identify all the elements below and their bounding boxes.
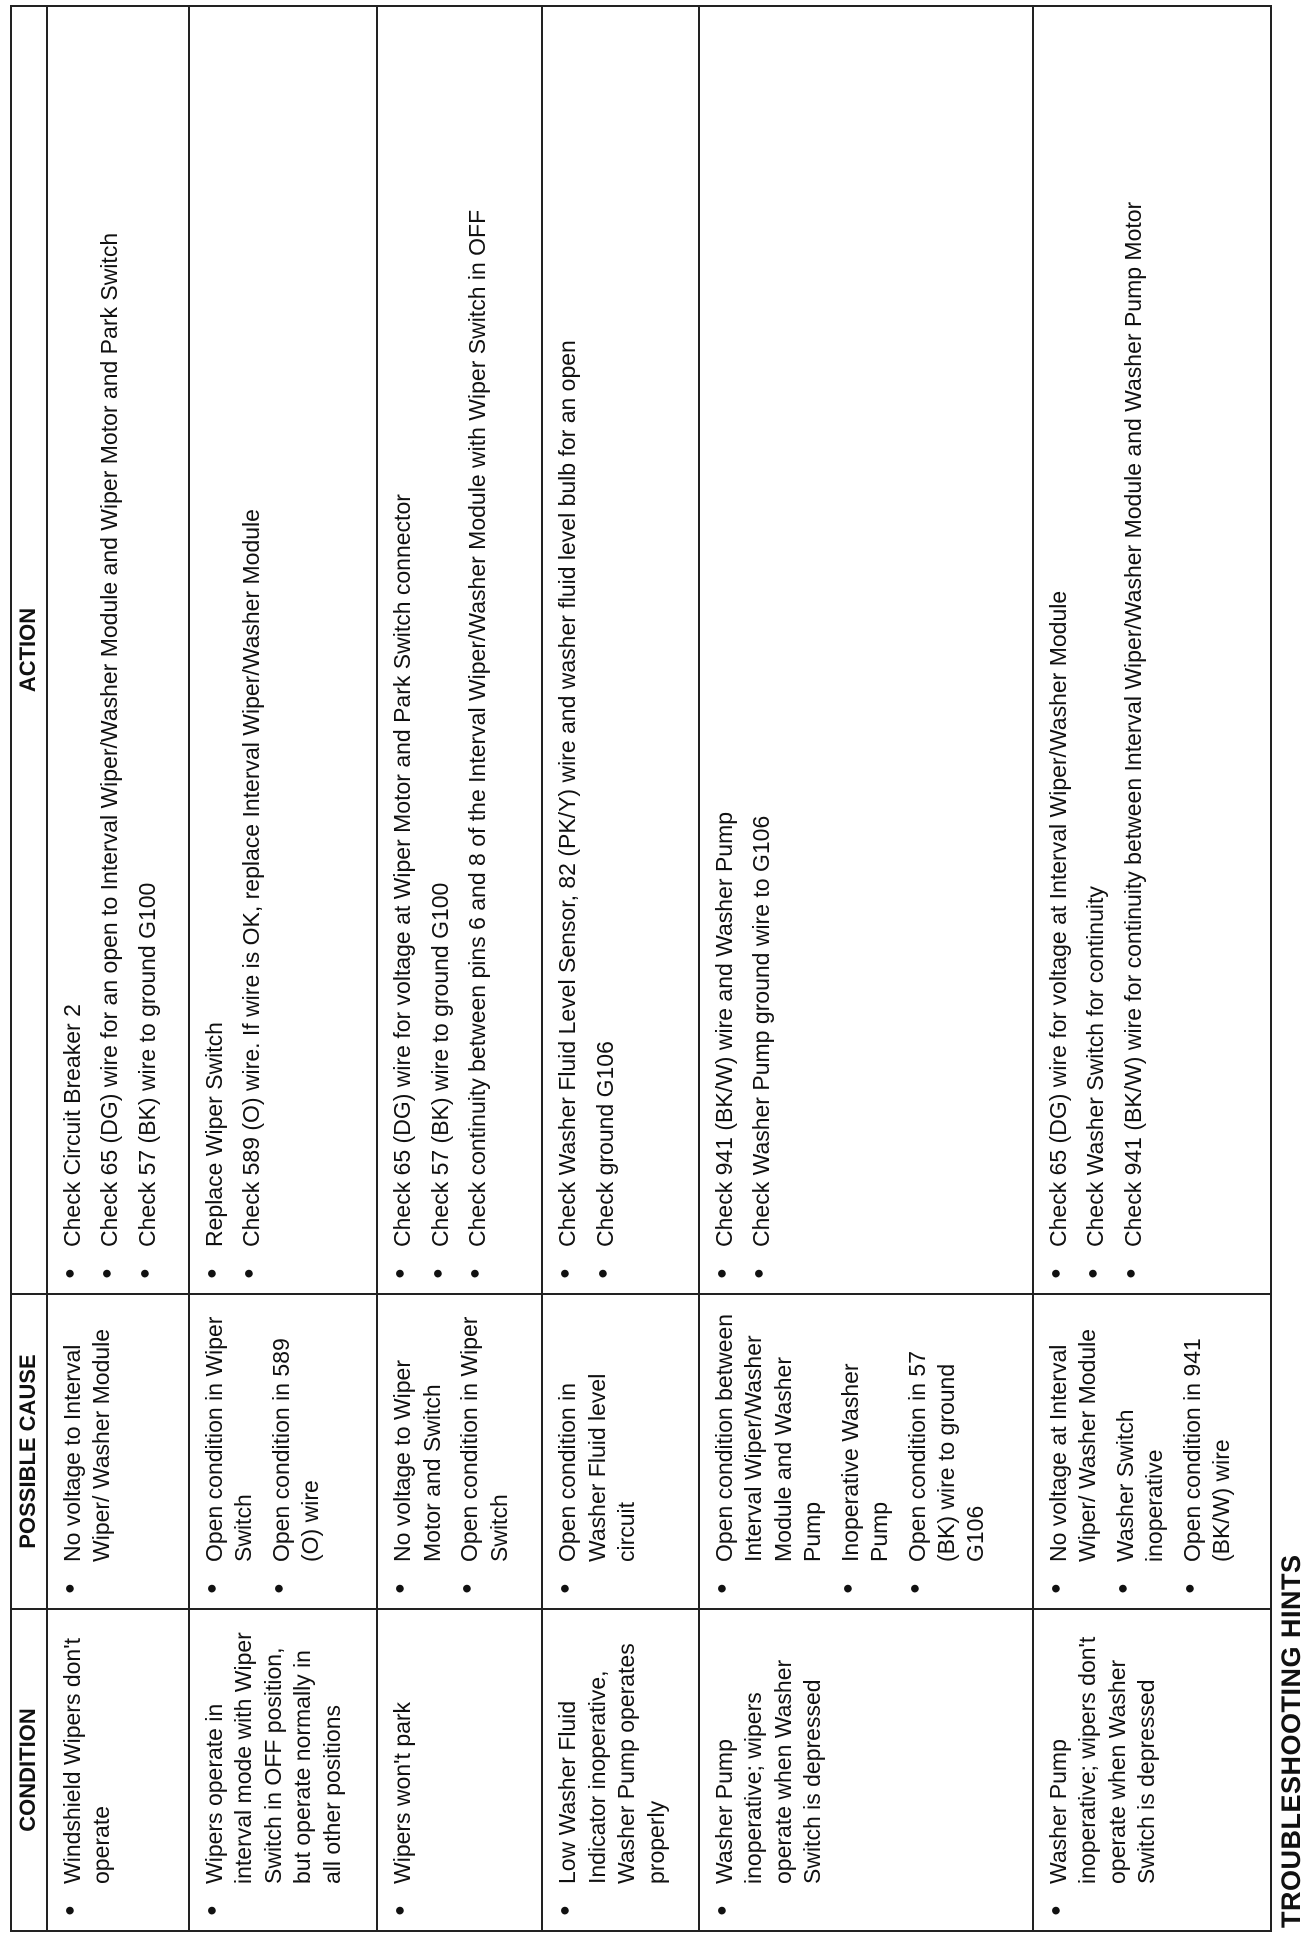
condition-cell (542, 1609, 698, 1931)
header-row (11, 6, 47, 1931)
header-possible-cause: POSSIBLE CAUSE (11, 1294, 47, 1609)
cause-item: ● Open condition in Wiper Switch (455, 1309, 514, 1596)
table-row (189, 6, 378, 1931)
condition-text: ● Wipers operate in interval mode with Wiper Switch in OFF position, but operate normally in all other positions (200, 1624, 347, 1918)
action-item: ● Check Washer Switch for continuity (1081, 21, 1110, 1281)
header-action: ACTION (11, 6, 47, 1294)
possible-cause-cell (542, 1294, 698, 1609)
page-title: TROUBLESHOOTING HINTS (1276, 1554, 1306, 1928)
action-item: ● Check 57 (BK) wire to ground G100 (426, 21, 455, 1281)
action-cell (542, 6, 698, 1294)
action-item: ● Check continuity between pins 6 and 8 of the Interval Wiper/Washer Module with Wiper Switch in OFF (463, 21, 492, 1281)
header-condition: CONDITION (11, 1609, 47, 1931)
action-item: ● Check 65 (DG) wire for voltage at Interval Wiper/Washer Module (1044, 21, 1073, 1281)
cause-item: ● Open condition in 589 (O) wire (267, 1309, 326, 1596)
possible-cause-cell (1033, 1294, 1271, 1609)
table-row (1033, 6, 1271, 1931)
condition-text: ● Wipers won't park (388, 1624, 417, 1918)
action-cell (47, 6, 189, 1294)
possible-cause-cell (699, 1294, 1033, 1609)
action-item: ● Check Washer Fluid Level Sensor, 82 (PK/Y) wire and washer fluid level bulb for an open (553, 21, 582, 1281)
action-cell (1033, 6, 1271, 1294)
cause-item: ● No voltage at Interval Wiper/ Washer Module (1044, 1309, 1103, 1596)
action-item: ● Check 65 (DG) wire for voltage at Wiper Motor and Park Switch connector (388, 21, 417, 1281)
cause-item: ● Open condition between Interval Wiper/Washer Module and Washer Pump (710, 1309, 828, 1596)
troubleshooting-table (10, 5, 1272, 1932)
condition-text: ● Windshield Wipers don't operate (58, 1624, 117, 1918)
table-row (47, 6, 189, 1931)
action-item: ● Check 65 (DG) wire for an open to Interval Wiper/Washer Module and Wiper Motor and Park Switch (95, 21, 124, 1281)
possible-cause-cell (47, 1294, 189, 1609)
condition-text: ● Washer Pump inoperative; wipers operate when Washer Switch is depressed (710, 1624, 828, 1918)
action-cell (189, 6, 378, 1294)
cause-item: ● Open condition in 941 (BK/W) wire (1178, 1309, 1237, 1596)
condition-text: ● Low Washer Fluid Indicator inoperative, Washer Pump operates properly (553, 1624, 671, 1918)
action-item: ● Check Circuit Breaker 2 (58, 21, 87, 1281)
action-item: ● Check 941 (BK/W) wire and Washer Pump (710, 21, 739, 1281)
cause-item: ● Washer Switch inoperative (1111, 1309, 1170, 1596)
cause-item: ● Inoperative Washer Pump (836, 1309, 895, 1596)
action-item: ● Check ground G106 (591, 21, 620, 1281)
cause-item: ● Open condition in Wiper Switch (200, 1309, 259, 1596)
cause-item: ● No voltage to Interval Wiper/ Washer Module (58, 1309, 117, 1596)
condition-cell (377, 1609, 542, 1931)
action-item: ● Replace Wiper Switch (200, 21, 229, 1281)
cause-item: ● Open condition in Washer Fluid level circuit (553, 1309, 641, 1596)
possible-cause-cell (189, 1294, 378, 1609)
action-item: ● Check 57 (BK) wire to ground G100 (133, 21, 162, 1281)
action-item: ● Check 589 (O) wire. If wire is OK, replace Interval Wiper/Washer Module (237, 21, 266, 1281)
condition-cell (699, 1609, 1033, 1931)
table-row (377, 6, 542, 1931)
condition-text: ● Washer Pump inoperative; wipers don't operate when Washer Switch is depressed (1044, 1624, 1162, 1918)
cause-item: ● Open condition in 57 (BK) wire to ground G106 (903, 1309, 991, 1596)
condition-cell (1033, 1609, 1271, 1931)
action-item: ● Check 941 (BK/W) wire for continuity between Interval Wiper/Washer Module and Washer Pump Motor (1119, 21, 1148, 1281)
possible-cause-cell (377, 1294, 542, 1609)
table-row (542, 6, 698, 1931)
table-row (699, 6, 1033, 1931)
cause-item: ● No voltage to Wiper Motor and Switch (388, 1309, 447, 1596)
action-cell (699, 6, 1033, 1294)
action-item: ● Check Washer Pump ground wire to G106 (747, 21, 776, 1281)
condition-cell (189, 1609, 378, 1931)
action-cell (377, 6, 542, 1294)
condition-cell (47, 1609, 189, 1931)
